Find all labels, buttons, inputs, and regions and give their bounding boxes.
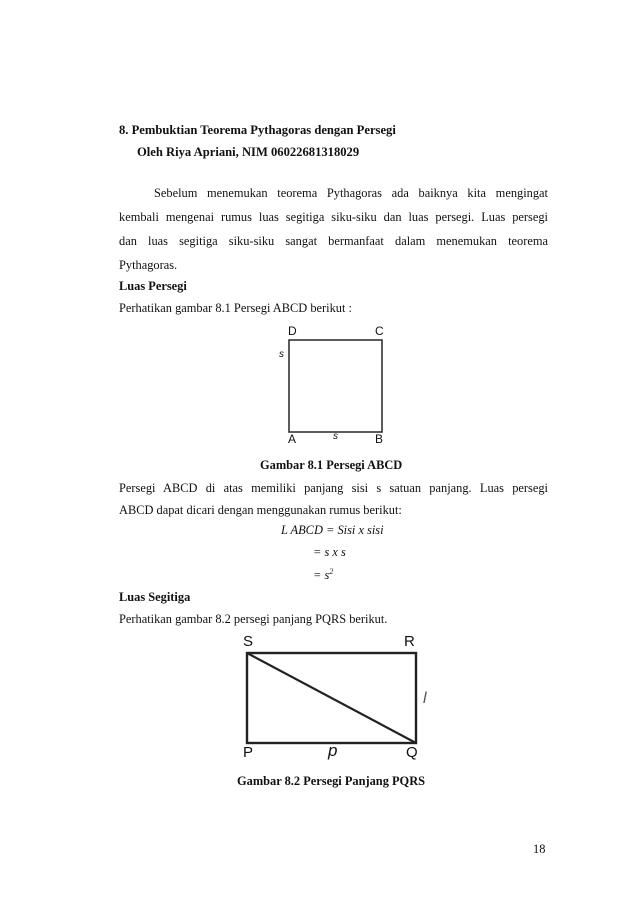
vertex-label-d: D <box>288 324 297 338</box>
figure-square-abcd <box>276 322 396 447</box>
vertex-label-b: B <box>375 432 384 446</box>
page-number: 18 <box>533 842 546 856</box>
vertex-label-q: Q <box>406 744 418 761</box>
side-label-bottom: s <box>333 431 338 442</box>
side-label-right: l <box>423 690 427 707</box>
formula-line-2: = s x s <box>313 545 346 559</box>
intro-line-2: kembali mengenai rumus luas segitiga siku-siku dan luas persegi. Luas persegi <box>119 210 548 224</box>
diagonal-sq <box>247 653 416 743</box>
vertex-label-p: P <box>243 744 254 761</box>
intro-line-1: Sebelum menemukan teorema Pythagoras ada baiknya kita mengingat <box>154 186 548 200</box>
formula-line-1: L ABCD = Sisi x sisi <box>281 523 384 537</box>
luas-segitiga-heading: Luas Segitiga <box>119 590 191 604</box>
side-label-bottom-p: p <box>328 741 338 760</box>
author-line: Oleh Riya Apriani, NIM 06022681318029 <box>137 145 360 159</box>
luas-persegi-text-1: Persegi ABCD di atas memiliki panjang sisi s satuan panjang. Luas persegi <box>119 481 548 495</box>
luas-segitiga-intro: Perhatikan gambar 8.2 persegi panjang PQRS berikut. <box>119 612 388 626</box>
formula-superscript: 2 <box>329 567 334 576</box>
section-heading: 8. Pembuktian Teorema Pythagoras dengan Persegi <box>119 123 396 137</box>
luas-persegi-intro: Perhatikan gambar 8.1 Persegi ABCD berikut : <box>119 301 352 315</box>
square-outline <box>289 340 382 432</box>
side-label-left: s <box>279 349 284 360</box>
luas-persegi-heading: Luas Persegi <box>119 279 187 293</box>
vertex-label-s: S <box>243 633 254 650</box>
vertex-label-r: R <box>404 633 415 650</box>
luas-persegi-text-2: ABCD dapat dicari dengan menggunakan rumus berikut: <box>119 503 402 517</box>
vertex-label-a: A <box>288 432 297 446</box>
formula-line-3: = $s^2$ <box>313 567 334 583</box>
figure-rectangle-pqrs <box>236 628 436 764</box>
vertex-label-c: C <box>375 324 384 338</box>
intro-line-4: Pythagoras. <box>119 258 178 272</box>
square-diagram <box>276 322 396 447</box>
figure-caption-8-2: Gambar 8.2 Persegi Panjang PQRS <box>237 774 426 788</box>
figure-caption-8-1: Gambar 8.1 Persegi ABCD <box>260 458 403 472</box>
intro-line-3: dan luas segitiga siku-siku sangat bermanfaat dalam menemukan teorema <box>119 234 548 248</box>
